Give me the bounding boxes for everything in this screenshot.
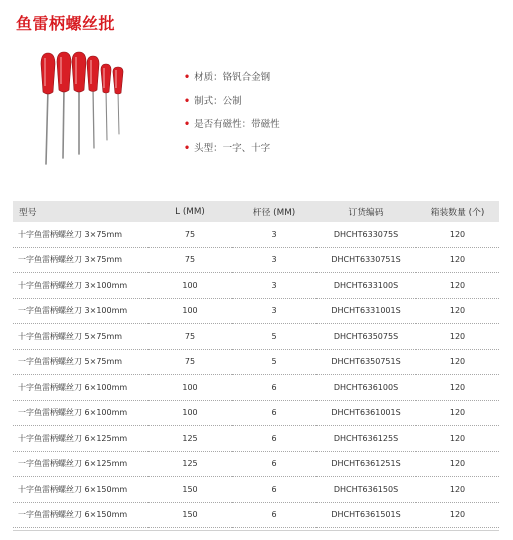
table-row (13, 273, 499, 299)
cell-shaft-diameter: 5 (232, 349, 316, 375)
cell-length: 100 (148, 273, 232, 299)
cell-model: 十字鱼雷柄螺丝刀 3×75mm (13, 222, 148, 247)
header-order-code: 订货编码 (316, 201, 416, 222)
cell-order-code: DHCHT636125S (316, 426, 416, 452)
table-header-row (13, 201, 499, 222)
cell-box-quantity: 120 (416, 502, 499, 528)
cell-box-quantity: 120 (416, 222, 499, 247)
cell-length: 100 (148, 298, 232, 324)
bullet-dot-icon: • (184, 72, 191, 83)
header-shaft-diameter: 杆径 (MM) (232, 201, 316, 222)
table-bottom-rule (13, 530, 499, 531)
header-box-quantity: 箱装数量 (个) (416, 201, 499, 222)
bullet-dot-icon: • (184, 142, 191, 154)
cell-shaft-diameter: 3 (232, 222, 316, 247)
cell-model: 一字鱼雷柄螺丝刀 6×125mm (13, 451, 148, 477)
cell-order-code: DHCHT6350751S (316, 349, 416, 375)
cell-length: 125 (148, 426, 232, 452)
cell-order-code: DHCHT6361251S (316, 451, 416, 477)
cell-box-quantity: 120 (416, 247, 499, 273)
cell-shaft-diameter: 3 (232, 298, 316, 324)
cell-model: 一字鱼雷柄螺丝刀 6×150mm (13, 502, 148, 528)
feature-list (184, 72, 280, 166)
cell-shaft-diameter: 6 (232, 477, 316, 503)
cell-box-quantity: 120 (416, 477, 499, 503)
cell-box-quantity: 120 (416, 273, 499, 299)
cell-length: 75 (148, 222, 232, 247)
table-row (13, 477, 499, 503)
cell-model: 一字鱼雷柄螺丝刀 6×100mm (13, 400, 148, 426)
feature-item: • 是否有磁性：带磁性 (184, 119, 280, 130)
page-title: 鱼雷柄螺丝批 (16, 14, 116, 33)
table-row (13, 298, 499, 324)
cell-order-code: DHCHT635075S (316, 324, 416, 350)
cell-model: 十字鱼雷柄螺丝刀 3×100mm (13, 273, 148, 299)
header-model: 型号 (13, 201, 148, 222)
cell-shaft-diameter: 6 (232, 426, 316, 452)
cell-shaft-diameter: 3 (232, 247, 316, 273)
cell-length: 100 (148, 400, 232, 426)
cell-model: 十字鱼雷柄螺丝刀 5×75mm (13, 324, 148, 350)
table-row (13, 426, 499, 452)
screwdriver-handles (41, 52, 123, 94)
cell-shaft-diameter: 6 (232, 375, 316, 401)
cell-model: 十字鱼雷柄螺丝刀 6×125mm (13, 426, 148, 452)
cell-shaft-diameter: 3 (232, 273, 316, 299)
cell-box-quantity: 120 (416, 451, 499, 477)
screwdriver-set-image (34, 48, 130, 170)
cell-box-quantity: 120 (416, 400, 499, 426)
cell-order-code: DHCHT6330751S (316, 247, 416, 273)
cell-box-quantity: 120 (416, 324, 499, 350)
feature-item: • 头型：一字、十字 (184, 142, 271, 154)
cell-box-quantity: 120 (416, 298, 499, 324)
cell-shaft-diameter: 5 (232, 324, 316, 350)
table-row (13, 502, 499, 528)
cell-order-code: DHCHT6361501S (316, 502, 416, 528)
table-row (13, 247, 499, 273)
bullet-dot-icon: • (184, 95, 191, 107)
bullet-dot-icon: • (184, 119, 191, 130)
cell-box-quantity: 120 (416, 426, 499, 452)
table-row (13, 375, 499, 401)
feature-item: • 制式：公制 (184, 95, 242, 107)
spec-table (13, 201, 499, 528)
cell-length: 75 (148, 349, 232, 375)
table-row (13, 451, 499, 477)
cell-length: 100 (148, 375, 232, 401)
cell-box-quantity: 120 (416, 375, 499, 401)
table-row (13, 222, 499, 247)
cell-order-code: DHCHT6361001S (316, 400, 416, 426)
cell-length: 75 (148, 324, 232, 350)
cell-order-code: DHCHT636100S (316, 375, 416, 401)
cell-order-code: DHCHT636150S (316, 477, 416, 503)
cell-model: 一字鱼雷柄螺丝刀 3×75mm (13, 247, 148, 273)
screwdriver-shafts (46, 88, 119, 164)
cell-order-code: DHCHT633100S (316, 273, 416, 299)
table-row (13, 400, 499, 426)
cell-model: 十字鱼雷柄螺丝刀 6×100mm (13, 375, 148, 401)
feature-item: • 材质：铬钒合金钢 (184, 72, 271, 83)
cell-box-quantity: 120 (416, 349, 499, 375)
cell-model: 一字鱼雷柄螺丝刀 5×75mm (13, 349, 148, 375)
table-row (13, 324, 499, 350)
cell-length: 125 (148, 451, 232, 477)
cell-length: 150 (148, 477, 232, 503)
cell-length: 150 (148, 502, 232, 528)
cell-shaft-diameter: 6 (232, 400, 316, 426)
header-length: L (MM) (148, 201, 232, 222)
cell-shaft-diameter: 6 (232, 451, 316, 477)
cell-length: 75 (148, 247, 232, 273)
cell-model: 一字鱼雷柄螺丝刀 3×100mm (13, 298, 148, 324)
table-row (13, 349, 499, 375)
cell-order-code: DHCHT6331001S (316, 298, 416, 324)
cell-order-code: DHCHT633075S (316, 222, 416, 247)
cell-model: 十字鱼雷柄螺丝刀 6×150mm (13, 477, 148, 503)
cell-shaft-diameter: 6 (232, 502, 316, 528)
